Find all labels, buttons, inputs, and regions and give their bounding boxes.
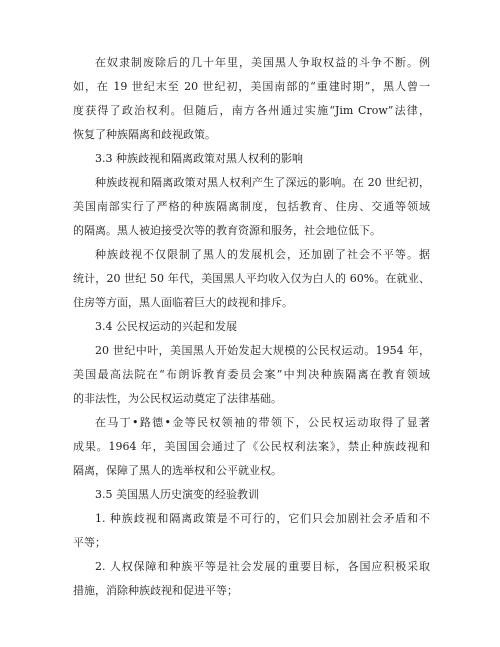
paragraph-line: 20 世纪中叶，美国黑人开始发起大规模的公民权运动。1954 年， [95,344,430,357]
paragraph-line: 的隔离。黑人被迫接受次等的教育资源和服务，社会地位低下。 [73,224,381,237]
document-page [73,51,430,603]
section [73,315,430,483]
list-item-line: 2. 人权保障和种族平等是社会发展的重要目标，各国应积极采取 [95,560,430,573]
paragraph [73,51,430,147]
list-item-line: 平等； [73,536,106,549]
paragraph-line: 隔离，保障了黑人的选举权和公平就业权。 [73,464,282,477]
paragraph-line: 种族歧视不仅限制了黑人的发展机会，还加剧了社会不平等。据 [95,248,430,261]
list-item [73,555,430,603]
section [73,483,430,603]
section [73,147,430,315]
paragraph-line: 度获得了政治权利。但随后，南方各州通过实施“Jim Crow”法律， [73,104,430,117]
paragraph [73,411,430,483]
section-heading: 3.3 种族歧视和隔离政策对黑人权利的影响 [95,152,303,165]
list-item [73,507,430,555]
paragraph-line: 住房等方面，黑人面临着巨大的歧视和排斥。 [73,296,293,309]
paragraph-line: 在马丁•路德•金等民权领袖的带领下，公民权运动取得了显著 [95,416,430,429]
section-heading: 3.4 公民权运动的兴起和发展 [95,320,237,333]
paragraph [73,171,430,243]
paragraph-line: 统计，20 世纪 50 年代，美国黑人平均收入仅为白人的 60%。在就业、 [73,272,430,285]
paragraph-line: 种族歧视和隔离政策对黑人权利产生了深远的影响。在 20 世纪初， [95,176,430,189]
paragraph [73,339,430,411]
paragraph-line: 成果。1964 年，美国国会通过了《公民权利法案》，禁止种族歧视和 [73,440,430,453]
list-item-line: 措施，消除种族歧视和促进平等； [73,584,238,597]
section-heading: 3.5 美国黑人历史演变的经验教训 [95,488,259,501]
paragraph-line: 在奴隶制废除后的几十年里，美国黑人争取权益的斗争不断。例 [95,56,430,69]
paragraph-line: 的非法性，为公民权运动奠定了法律基础。 [73,392,282,405]
paragraph-line: 美国最高法院在“布朗诉教育委员会案”中判决种族隔离在教育领域 [73,368,430,381]
paragraph-line: 恢复了种族隔离和歧视政策。 [73,128,216,141]
paragraph-line: 如，在 19 世纪末至 20 世纪初，美国南部的“重建时期”，黑人曾一 [73,80,430,93]
paragraph-line: 美国南部实行了严格的种族隔离制度，包括教育、住房、交通等领域 [73,200,430,213]
paragraph [73,243,430,315]
list-item-line: 1. 种族歧视和隔离政策是不可行的，它们只会加剧社会矛盾和不 [95,512,430,525]
